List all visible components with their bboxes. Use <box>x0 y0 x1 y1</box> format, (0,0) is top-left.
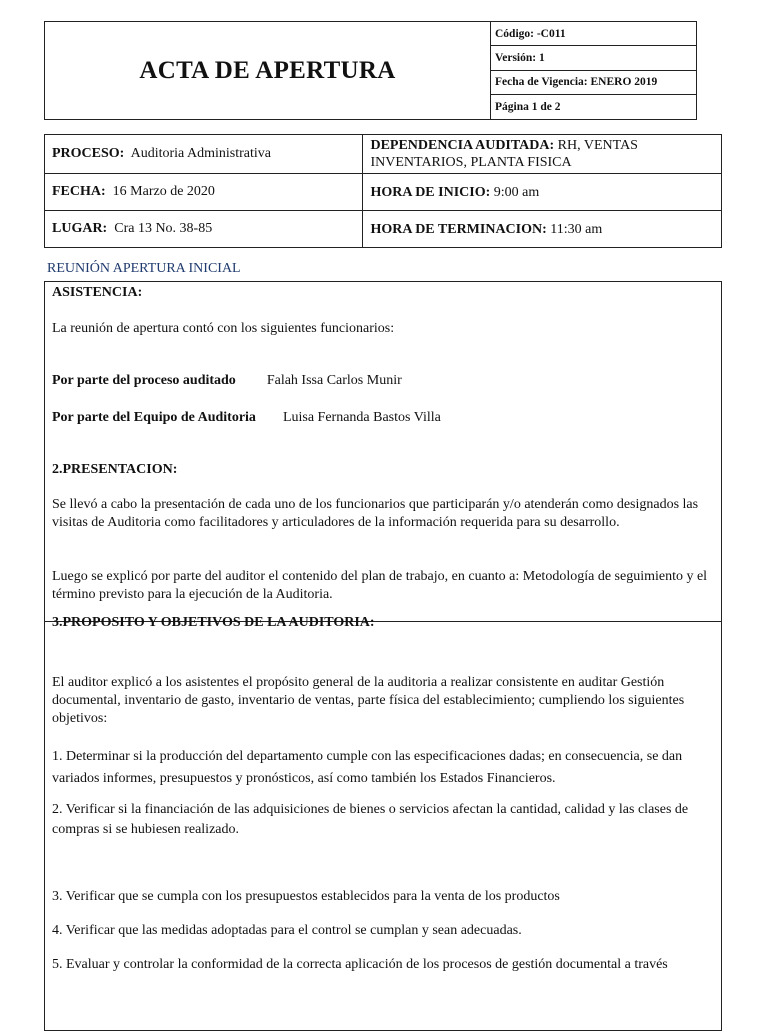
lugar-value: Cra 13 No. 38-85 <box>114 221 213 236</box>
asistencia-proceso-row <box>52 372 714 390</box>
presentacion-paragraph-2: Luego se explicó por parte del auditor el contenido del plan de trabajo, en cuanto a: Metodología de seguimiento y el término previsto para la ejecución de la Auditoria. <box>52 569 708 602</box>
hora-inicio-label: HORA DE INICIO: <box>370 184 491 200</box>
fecha-value: 16 Marzo de 2020 <box>112 184 215 199</box>
proposito-intro: El auditor explicó a los asistentes el propósito general de la auditoria a realizar consistente en auditar Gestión documental, inventario de gasto, inventario de ventas, parte física del establecimiento; cumpliendo los siguientes objetivos: <box>52 675 685 726</box>
proceso-label: PROCESO: <box>52 146 125 161</box>
asistencia-title: ASISTENCIA: <box>52 285 143 300</box>
fecha-cell <box>45 174 363 211</box>
presentacion-paragraph-1: Se llevó a cabo la presentación de cada uno de los funcionarios que participarán y/o atenderán como designados las visitas de Auditoria como facilitadores y articuladores de la información requerida para su desarrollo. <box>52 497 699 530</box>
hora-inicio-cell <box>363 174 722 211</box>
asistencia-equipo-row <box>52 409 714 427</box>
header-meta-table <box>490 22 697 119</box>
section-title: REUNIÓN APERTURA INICIAL <box>47 261 241 276</box>
hora-inicio-value: 9:00 am <box>493 184 540 200</box>
asistencia-proceso-name: Falah Issa Carlos Munir <box>266 373 402 388</box>
asistencia-intro: La reunión de apertura contó con los siguientes funcionarios: <box>52 321 395 336</box>
document-header <box>44 21 697 120</box>
asistencia-equipo-label: Por parte del Equipo de Auditoria <box>52 410 256 425</box>
dependencia-value: RH, VENTAS INVENTARIOS, PLANTA FISICA <box>370 138 638 170</box>
objective-4: 4. Verificar que las medidas adoptadas para el control se cumplan y sean adecuadas. <box>52 923 522 938</box>
content-box <box>44 281 722 1031</box>
dependencia-cell <box>363 135 722 174</box>
objective-1: 1. Determinar si la producción del departamento cumple con las especificaciones dadas; en consecuencia, se dan variados informes, presupuestos y pronósticos, así como también los Estados Financieros. <box>52 749 683 786</box>
document-title: ACTA DE APERTURA <box>139 56 396 84</box>
codigo-field: Código: -C011 <box>491 22 697 46</box>
presentacion-title: 2.PRESENTACION: <box>52 462 178 477</box>
hora-fin-cell <box>363 211 722 248</box>
proceso-cell <box>45 135 363 174</box>
asistencia-proceso-label: Por parte del proceso auditado <box>52 373 236 388</box>
lugar-label: LUGAR: <box>52 221 108 236</box>
hora-fin-label: HORA DE TERMINACION: <box>370 221 547 237</box>
proceso-value: Auditoria Administrativa <box>130 146 271 161</box>
objective-3: 3. Verificar que se cumpla con los presupuestos establecidos para la venta de los productos <box>52 889 560 904</box>
pagina-field: Página 1 de 2 <box>495 100 561 113</box>
lugar-cell <box>45 211 363 248</box>
objective-2: 2. Verificar si la financiación de las adquisiciones de bienes o servicios afectan la cantidad, calidad y las clases de compras si se hubiesen realizado. <box>52 802 689 837</box>
dependencia-label: DEPENDENCIA AUDITADA: <box>370 138 555 153</box>
fecha-vigencia-field: Fecha de Vigencia: ENERO 2019 <box>491 71 697 95</box>
version-field: Versión: 1 <box>491 46 697 70</box>
hora-fin-value: 11:30 am <box>550 221 603 237</box>
proposito-title: 3.PROPOSITO Y OBJETIVOS DE LA AUDITORIA: <box>52 615 375 630</box>
asistencia-equipo-name: Luisa Fernanda Bastos Villa <box>282 410 441 425</box>
fecha-label: FECHA: <box>52 184 106 199</box>
objective-5: 5. Evaluar y controlar la conformidad de la correcta aplicación de los procesos de gestión documental a través <box>52 957 668 972</box>
info-table <box>44 134 722 248</box>
